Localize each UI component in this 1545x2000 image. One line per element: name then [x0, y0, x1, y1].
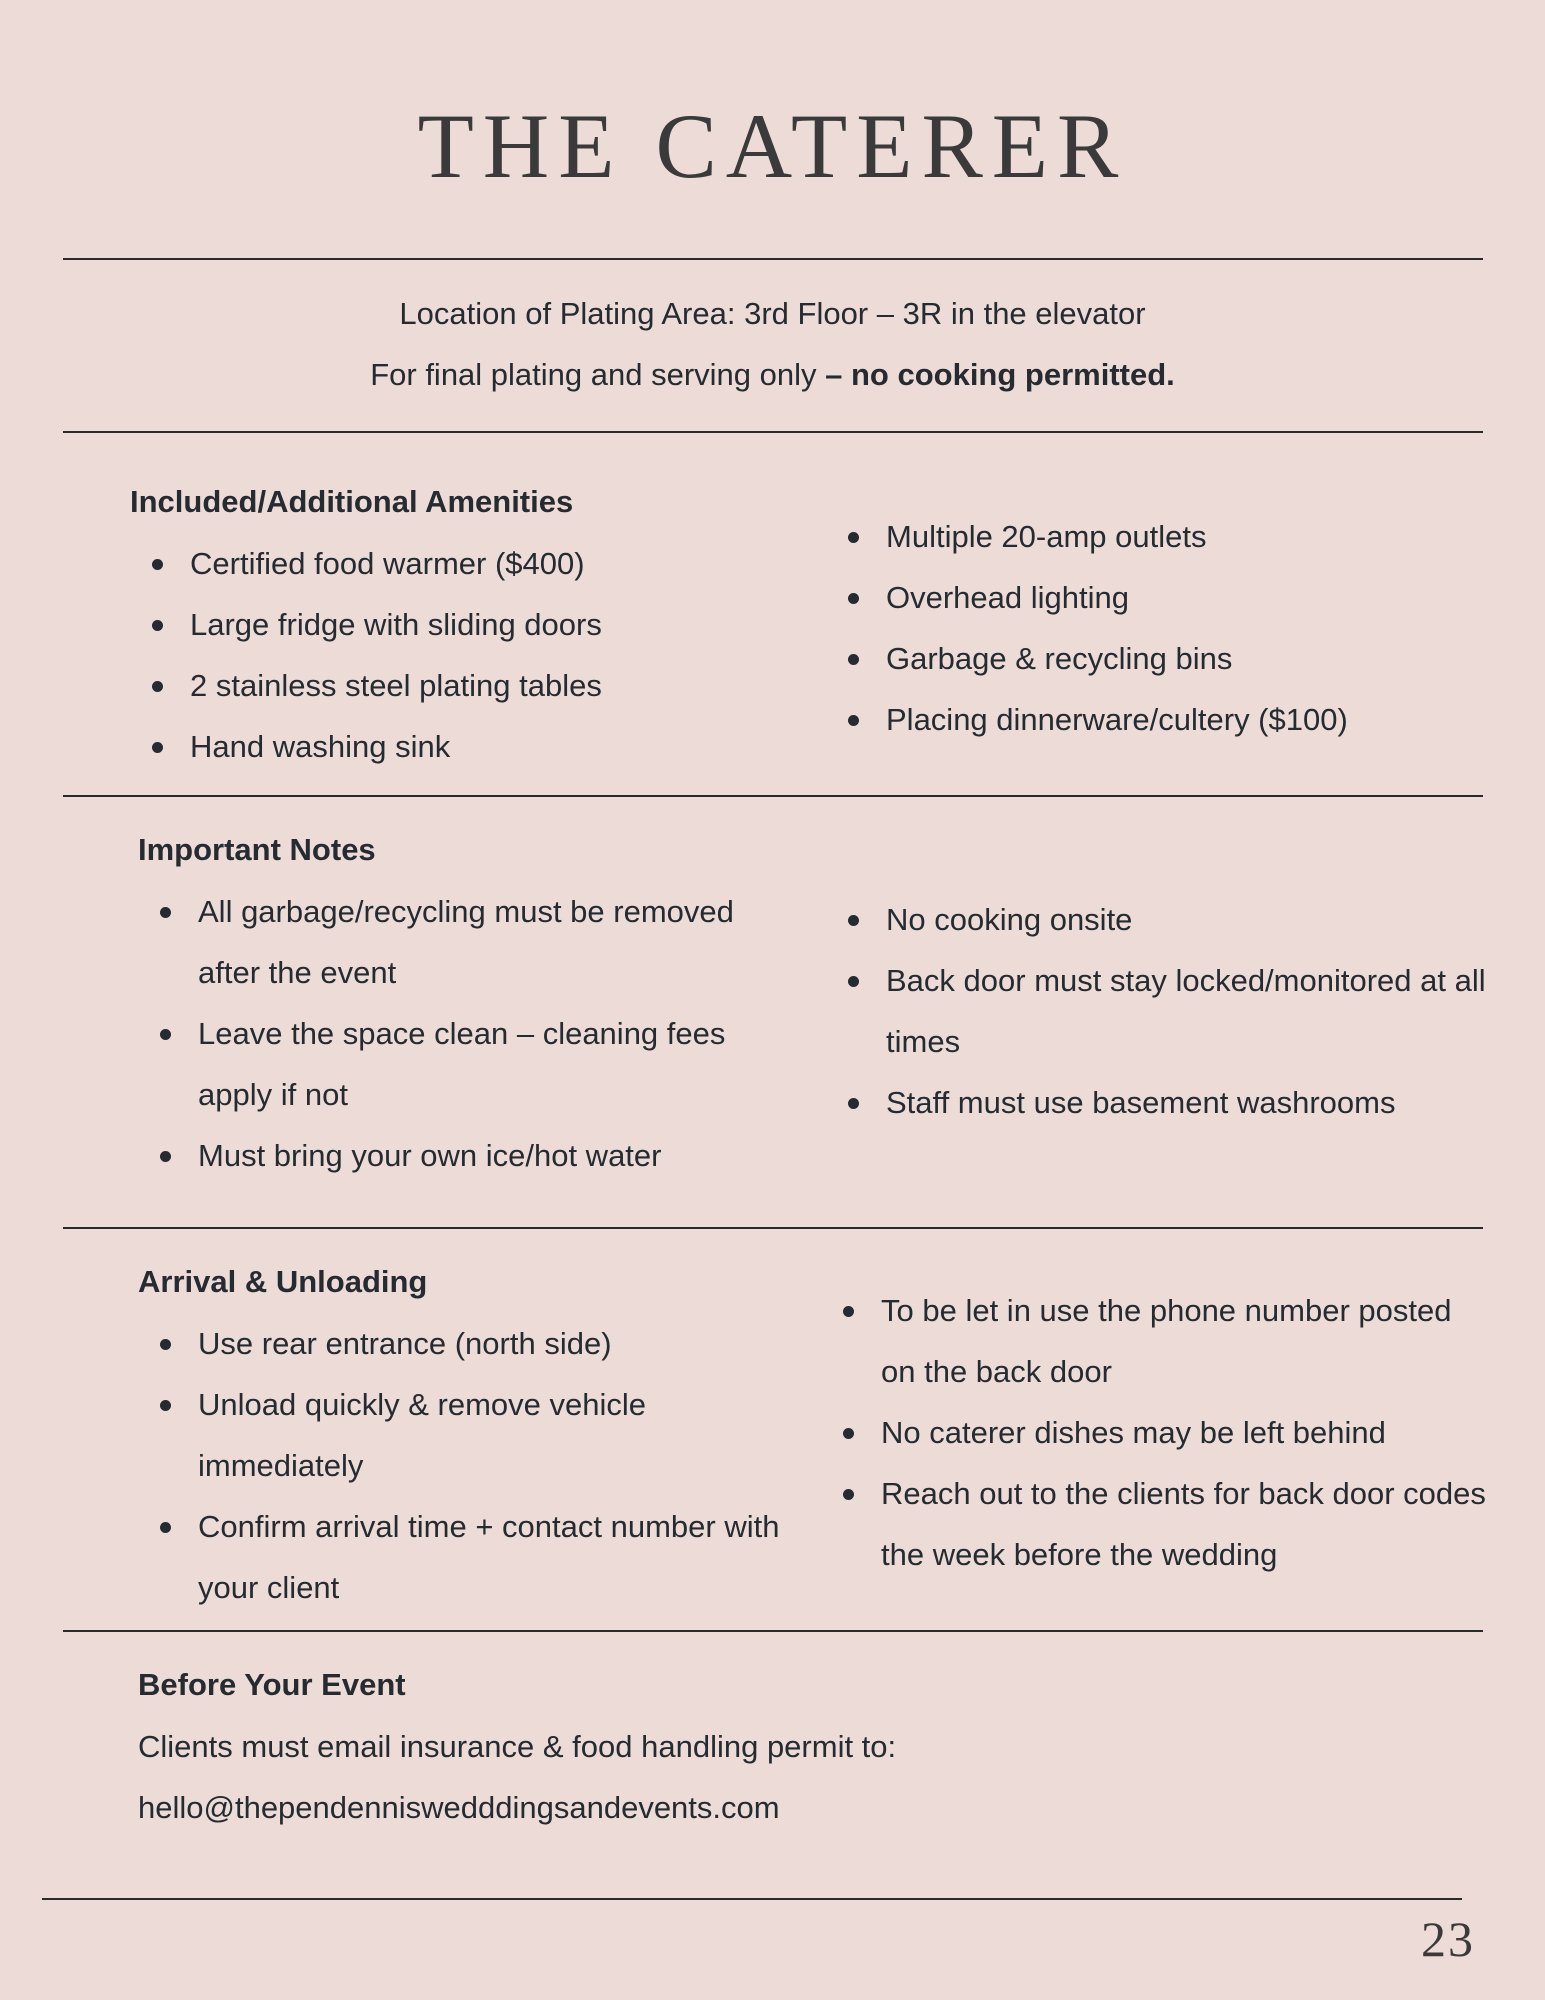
bullet-icon [160, 1151, 171, 1162]
list-item-text: Garbage & recycling bins [886, 641, 1233, 676]
list-item [138, 881, 788, 1003]
notes-heading: Important Notes [138, 832, 376, 867]
bullet-icon [843, 1306, 854, 1317]
bullet-icon [848, 976, 859, 987]
before-event-text: Clients must email insurance & food handling permit to: [138, 1729, 897, 1764]
list-item-text: No cooking onsite [886, 902, 1133, 937]
list-item [138, 1496, 788, 1618]
list-item [821, 1402, 1491, 1463]
plating-note-text: For final plating and serving only [370, 357, 826, 392]
bullet-icon [160, 907, 171, 918]
list-item-text: 2 stainless steel plating tables [190, 668, 602, 703]
page-title: THE CATERER [417, 95, 1128, 197]
list-item [138, 1003, 788, 1125]
divider [63, 1630, 1483, 1632]
list-item-text: Leave the space clean – cleaning fees apply if not [198, 1016, 726, 1112]
bullet-icon [848, 593, 859, 604]
list-item-text: Multiple 20-amp outlets [886, 519, 1207, 554]
amenities-list-right [826, 506, 1486, 750]
amenities-heading: Included/Additional Amenities [130, 484, 574, 519]
bullet-icon [848, 1098, 859, 1109]
list-item [130, 655, 770, 716]
list-item [826, 506, 1486, 567]
bullet-icon [160, 1029, 171, 1040]
list-item-text: Placing dinnerware/cultery ($100) [886, 702, 1348, 737]
list-item [826, 1072, 1491, 1133]
list-item [826, 950, 1491, 1072]
bullet-icon [160, 1400, 171, 1411]
divider [63, 258, 1483, 260]
plating-note-emphasis: – no cooking permitted. [825, 357, 1175, 392]
location-line: Location of Plating Area: 3rd Floor – 3R in the elevator [399, 296, 1146, 331]
list-item-text: Hand washing sink [190, 729, 451, 764]
page-number: 23 [1421, 1911, 1475, 1967]
list-item [130, 716, 770, 777]
arrival-list-right [821, 1280, 1491, 1585]
list-item-text: Certified food warmer ($400) [190, 546, 585, 581]
arrival-heading: Arrival & Unloading [138, 1264, 428, 1299]
list-item-text: Unload quickly & remove vehicle immediately [198, 1387, 646, 1483]
divider [63, 1227, 1483, 1229]
list-item-text: Use rear entrance (north side) [198, 1326, 612, 1361]
bullet-icon [843, 1489, 854, 1500]
list-item-text: Overhead lighting [886, 580, 1129, 615]
list-item [826, 628, 1486, 689]
bullet-icon [848, 532, 859, 543]
list-item [138, 1313, 788, 1374]
arrival-list-left [138, 1313, 788, 1618]
bullet-icon [848, 654, 859, 665]
notes-list-right [826, 889, 1491, 1133]
bullet-icon [843, 1428, 854, 1439]
list-item [138, 1125, 788, 1186]
list-item [821, 1463, 1491, 1585]
bullet-icon [848, 715, 859, 726]
list-item [826, 567, 1486, 628]
bullet-icon [848, 915, 859, 926]
list-item [826, 889, 1491, 950]
list-item [821, 1280, 1491, 1402]
before-event-heading: Before Your Event [138, 1667, 406, 1702]
contact-email[interactable]: hello@thependenniswedddingsandevents.com [138, 1790, 780, 1825]
list-item-text: Staff must use basement washrooms [886, 1085, 1396, 1120]
bullet-icon [152, 681, 163, 692]
list-item-text: Reach out to the clients for back door codes the week before the wedding [881, 1476, 1486, 1572]
plating-note [0, 355, 1545, 395]
amenities-list-left [130, 533, 770, 777]
list-item [138, 1374, 788, 1496]
bullet-icon [152, 559, 163, 570]
list-item-text: Large fridge with sliding doors [190, 607, 602, 642]
divider [63, 431, 1483, 433]
list-item-text: All garbage/recycling must be removed after the event [198, 894, 734, 990]
notes-list-left [138, 881, 788, 1186]
footer-divider [42, 1898, 1462, 1900]
list-item [130, 533, 770, 594]
divider [63, 795, 1483, 797]
list-item [130, 594, 770, 655]
list-item-text: No caterer dishes may be left behind [881, 1415, 1386, 1450]
bullet-icon [152, 742, 163, 753]
list-item-text: Confirm arrival time + contact number with your client [198, 1509, 780, 1605]
bullet-icon [152, 620, 163, 631]
bullet-icon [160, 1339, 171, 1350]
list-item [826, 689, 1486, 750]
list-item-text: Must bring your own ice/hot water [198, 1138, 662, 1173]
bullet-icon [160, 1522, 171, 1533]
list-item-text: To be let in use the phone number posted on the back door [881, 1293, 1452, 1389]
list-item-text: Back door must stay locked/monitored at all times [886, 963, 1486, 1059]
